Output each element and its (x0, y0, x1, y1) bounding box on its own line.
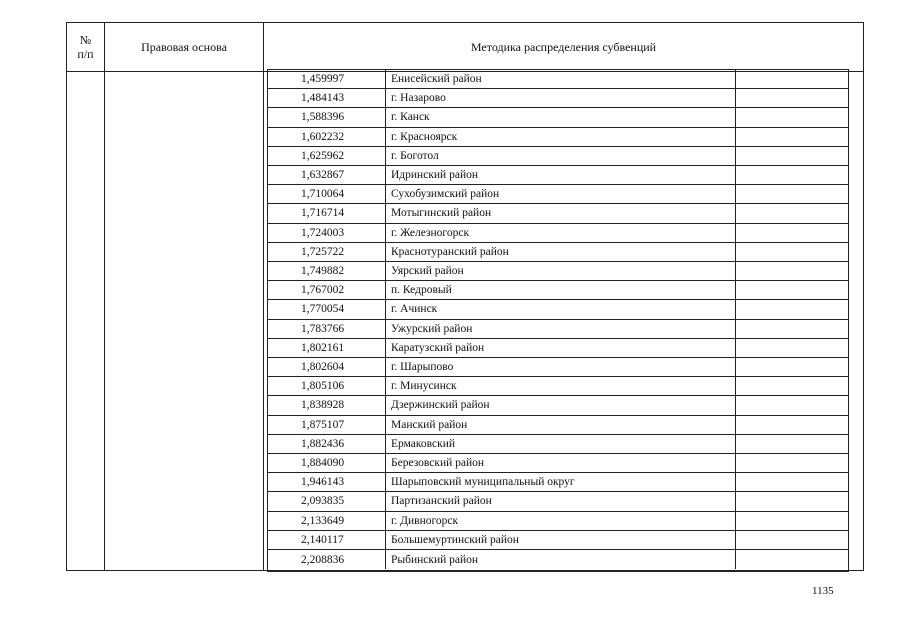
table-row (268, 166, 848, 185)
col-divider-2 (263, 23, 264, 570)
municipality-cell: Сухобузимский район (386, 185, 736, 203)
empty-cell (736, 166, 848, 184)
table-row (268, 550, 848, 569)
table-row (268, 531, 848, 550)
empty-cell (736, 281, 848, 299)
municipality-cell: п. Кедровый (386, 281, 736, 299)
table-row (268, 473, 848, 492)
coefficient-cell: 1,838928 (268, 396, 386, 414)
table-row (268, 320, 848, 339)
coefficient-cell: 1,802604 (268, 358, 386, 376)
municipality-cell: г. Шарыпово (386, 358, 736, 376)
municipality-cell: г. Дивногорск (386, 512, 736, 530)
empty-cell (736, 339, 848, 357)
coefficient-cell: 2,140117 (268, 531, 386, 549)
empty-cell (736, 89, 848, 107)
table-row (268, 185, 848, 204)
empty-cell (736, 108, 848, 126)
header-method: Методика распределения субвенций (470, 40, 657, 54)
municipality-cell: Рыбинский район (386, 550, 736, 569)
table-row (268, 358, 848, 377)
coefficient-cell: 1,767002 (268, 281, 386, 299)
table-row (268, 454, 848, 473)
coefficient-cell: 1,802161 (268, 339, 386, 357)
table-row (268, 224, 848, 243)
municipality-cell: Ермаковский (386, 435, 736, 453)
empty-cell (736, 320, 848, 338)
municipality-cell: г. Минусинск (386, 377, 736, 395)
municipality-cell: Большемуртинский район (386, 531, 736, 549)
table-row (268, 108, 848, 127)
coefficient-cell: 1,459997 (268, 70, 386, 88)
col-divider-1 (104, 23, 105, 570)
municipality-cell: Енисейский район (386, 70, 736, 88)
table-row (268, 377, 848, 396)
municipality-cell: г. Назарово (386, 89, 736, 107)
empty-cell (736, 454, 848, 472)
empty-cell (736, 377, 848, 395)
coefficient-cell: 1,725722 (268, 243, 386, 261)
municipality-cell: г. Железногорск (386, 224, 736, 242)
coefficient-cell: 1,632867 (268, 166, 386, 184)
table-row (268, 204, 848, 223)
empty-cell (736, 531, 848, 549)
empty-cell (736, 492, 848, 510)
table-row (268, 147, 848, 166)
table-row (268, 243, 848, 262)
municipality-cell: Краснотуранский район (386, 243, 736, 261)
table-row (268, 435, 848, 454)
municipality-cell: Уярский район (386, 262, 736, 280)
header-number: № п/п (77, 33, 94, 61)
table-row (268, 70, 848, 89)
empty-cell (736, 204, 848, 222)
coefficient-cell: 1,588396 (268, 108, 386, 126)
coefficient-cell: 2,208836 (268, 550, 386, 569)
municipality-cell: Идринский район (386, 166, 736, 184)
coefficient-cell: 2,133649 (268, 512, 386, 530)
coefficient-cell: 1,724003 (268, 224, 386, 242)
empty-cell (736, 262, 848, 280)
empty-cell (736, 243, 848, 261)
municipality-cell: г. Боготол (386, 147, 736, 165)
table-row (268, 416, 848, 435)
coefficient-cell: 1,884090 (268, 454, 386, 472)
coefficient-cell: 2,093835 (268, 492, 386, 510)
municipality-cell: г. Ачинск (386, 300, 736, 318)
empty-cell (736, 185, 848, 203)
empty-cell (736, 435, 848, 453)
municipality-cell: Шарыповский муниципальный округ (386, 473, 736, 491)
municipality-cell: Манский район (386, 416, 736, 434)
coefficient-cell: 1,749882 (268, 262, 386, 280)
municipality-cell: г. Красноярск (386, 128, 736, 146)
municipality-cell: Ужурский район (386, 320, 736, 338)
empty-cell (736, 358, 848, 376)
empty-cell (736, 224, 848, 242)
coefficient-cell: 1,946143 (268, 473, 386, 491)
page-number: 1135 (812, 585, 834, 597)
table-row (268, 262, 848, 281)
municipality-cell: Каратузский район (386, 339, 736, 357)
empty-cell (736, 416, 848, 434)
municipality-cell: Партизанский район (386, 492, 736, 510)
coefficient-cell: 1,875107 (268, 416, 386, 434)
coefficient-cell: 1,783766 (268, 320, 386, 338)
coefficient-cell: 1,625962 (268, 147, 386, 165)
table-row (268, 300, 848, 319)
coefficient-cell: 1,805106 (268, 377, 386, 395)
coefficient-cell: 1,710064 (268, 185, 386, 203)
municipality-cell: Мотыгинский район (386, 204, 736, 222)
municipality-cell: Дзержинский район (386, 396, 736, 414)
table-row (268, 281, 848, 300)
coefficient-table (267, 69, 849, 572)
empty-cell (736, 147, 848, 165)
coefficient-cell: 1,484143 (268, 89, 386, 107)
empty-cell (736, 550, 848, 569)
empty-cell (736, 128, 848, 146)
table-row (268, 492, 848, 511)
municipality-cell: Березовский район (386, 454, 736, 472)
header-legal-basis: Правовая основа (141, 40, 227, 54)
coefficient-cell: 1,602232 (268, 128, 386, 146)
coefficient-cell: 1,716714 (268, 204, 386, 222)
table-row (268, 89, 848, 108)
empty-cell (736, 396, 848, 414)
empty-cell (736, 512, 848, 530)
table-row (268, 339, 848, 358)
empty-cell (736, 473, 848, 491)
empty-cell (736, 70, 848, 88)
table-row (268, 512, 848, 531)
table-row (268, 396, 848, 415)
table-row (268, 128, 848, 147)
coefficient-cell: 1,770054 (268, 300, 386, 318)
coefficient-cell: 1,882436 (268, 435, 386, 453)
municipality-cell: г. Канск (386, 108, 736, 126)
empty-cell (736, 300, 848, 318)
